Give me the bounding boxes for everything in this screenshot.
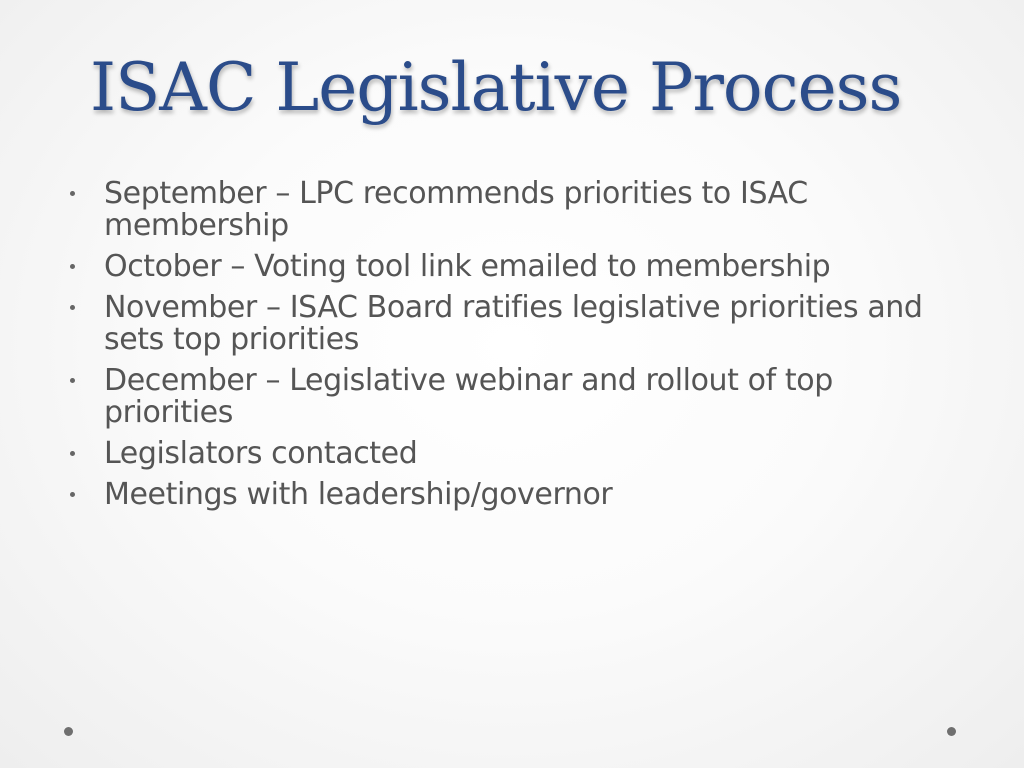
bullet-item [70,479,950,511]
bullet-dot-icon [70,264,75,269]
bullet-dot-icon [70,378,75,383]
bullet-text: December – Legislative webinar and rollout of top priorities [104,363,833,430]
decor-dot-icon [64,727,73,736]
bullet-item [70,178,950,242]
bullet-text: November – ISAC Board ratifies legislative priorities and sets top priorities [104,290,923,357]
slide-title: ISAC Legislative Process [90,49,902,126]
bullet-list [70,178,950,520]
bullet-dot-icon [70,305,75,310]
bullet-item [70,251,950,283]
decor-dot-icon [947,727,956,736]
bullet-dot-icon [70,191,75,196]
bullet-text: Meetings with leadership/governor [104,477,613,512]
bullet-dot-icon [70,451,75,456]
bullet-text: September – LPC recommends priorities to ISAC membership [104,176,808,243]
bullet-item [70,365,950,429]
bullet-item [70,292,950,356]
bullet-text: October – Voting tool link emailed to membership [104,249,831,284]
bullet-text: Legislators contacted [104,436,418,471]
bullet-dot-icon [70,492,75,497]
bullet-item [70,438,950,470]
